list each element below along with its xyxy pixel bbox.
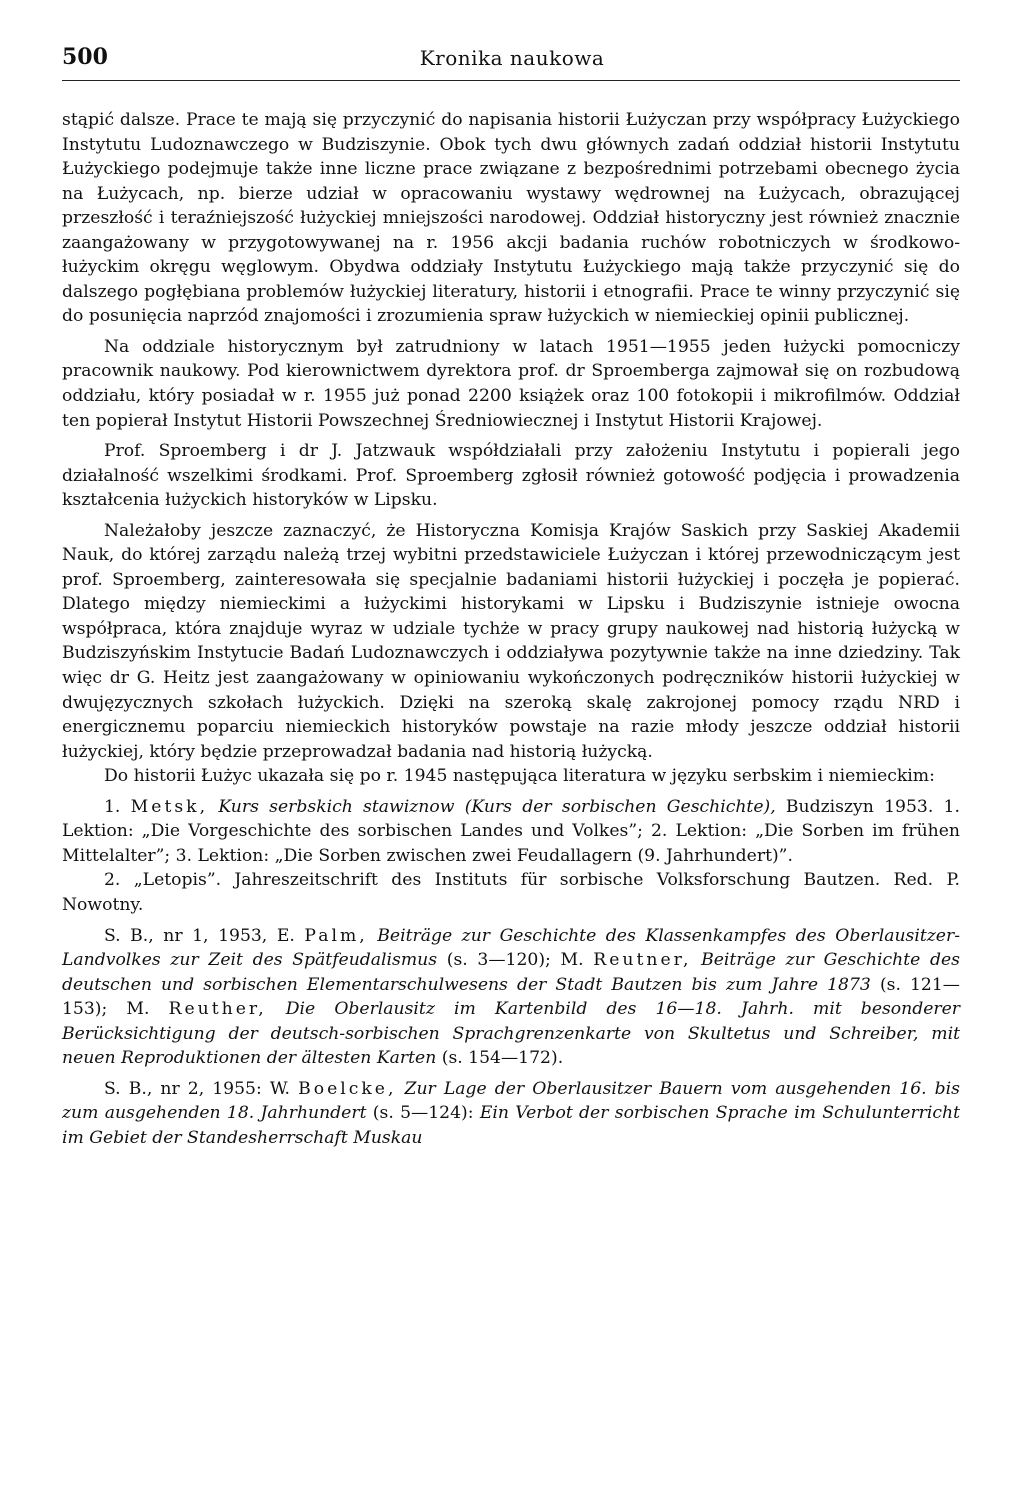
literature-item-2: 2. „Letopis”. Jahreszeitschrift des Instituts für sorbische Volksforschung Bautzen. Red. P. Nowotny. bbox=[62, 870, 960, 915]
paragraph-5: Do historii Łużyc ukazała się po r. 1945 następująca literatura w języku serbskim i niemieckim: bbox=[104, 766, 935, 787]
page-header bbox=[62, 44, 962, 76]
paragraph-2: Na oddziale historycznym był zatrudniony w latach 1951—1955 jeden łużycki pomocniczy pracownik naukowy. Pod kierownictwem dyrektora prof. dr Sproemberga zajmował się on rozbudową oddziału, który posiadał w r. 1955 już ponad 2200 książek oraz 100 fotokopii i mikrofilmów. Oddział ten popierał Instytut Historii Powszechnej Średniowiecznej i Instytut Historii Krajowej. bbox=[62, 336, 960, 431]
author-name: Boelcke, bbox=[298, 1078, 397, 1099]
work-title: Ein Verbot der sorbischen Sprache im Schulunterricht im Gebiet der Standesherrschaft Muskau bbox=[62, 1103, 960, 1148]
literature-item-1 bbox=[62, 795, 960, 869]
item-details: Budziszyn 1953. 1. Lektion: „Die Vorgeschichte des sorbischen Landes und Volkes”; 2. Lektion: „Die Sorben im frühen Mittelalter”; 3. Lektion: „Die Sorben zwischen zwei Feudallagern (9. Jahrhundert)”. bbox=[62, 796, 960, 866]
author-name: Reuther, bbox=[168, 999, 267, 1020]
entry-lead: S. B., nr 2, 1955: W. bbox=[104, 1078, 290, 1099]
page-number: 500 bbox=[62, 44, 108, 70]
page-range: (s. 3—120); M. bbox=[446, 950, 584, 971]
item-number: 1. bbox=[104, 796, 121, 817]
page-range: (s. 154—172). bbox=[441, 1048, 564, 1069]
author-name: Metsk, bbox=[130, 796, 209, 817]
author-name: Reutner, bbox=[593, 950, 692, 971]
work-title: Beiträge zur Geschichte des deutschen und sorbischen Elementarschulwesens der Stadt Bautzen bis zum Jahre 1873 bbox=[62, 950, 961, 995]
paragraph-3: Prof. Sproemberg i dr J. Jatzwauk współdziałali przy założeniu Instytutu i popierali jego działalność wszelkimi środkami. Prof. Sproemberg zgłosił również gotowość podjęcia i prowadzenia kształcenia łużyckich historyków w Lipsku. bbox=[62, 441, 960, 511]
paragraph-4: Należałoby jeszcze zaznaczyć, że Historyczna Komisja Krajów Saskich przy Saskiej Akademii Nauk, do której zarządu należą trzej wybitni przedstawiciele Łużyczan i której przewodniczącym jest prof. Sproemberg, zainteresowała się specjalnie badaniami historii łużyckiej i poczęła je popierać. Dlatego między niemieckimi a łużyckimi historykami w Lipsku i Budziszynie istnieje owocna współpraca, która znajduje wyraz w udziale tychże w pracy grupy naukowej nad historią łużycką w Budziszyńskim Instytucie Badań Ludoznawczych i oddziaływa pozytywnie także na inne dziedziny. Tak więc dr G. Heitz jest zaangażowany w opiniowaniu wykończonych podręczników historii łużyckiej w dwujęzycznych szkołach łużyckich. Dzięki na szeroką skalę zakrojonej pomocy rządu NRD i energicznemu poparciu niemieckich historyków powstaje na razie młody jeszcze oddział historii łużyckiej, który będzie przeprowadzał badania nad historią łużycką. bbox=[62, 520, 960, 762]
work-title-german: (Kurs der sorbischen Geschichte), bbox=[464, 796, 776, 817]
entry-lead: S. B., nr 1, 1953, E. bbox=[104, 925, 295, 946]
page-range: (s. 5—124): bbox=[372, 1103, 474, 1124]
work-title: Kurs serbskich stawiznow bbox=[218, 796, 455, 817]
bibliography-entry-1 bbox=[62, 924, 960, 1071]
work-title: Beiträge zur Geschichte des Klassenkampfes des Oberlausitzer-Landvolkes zur Zeit des Spätfeudalismus bbox=[62, 925, 960, 971]
header-rule bbox=[62, 80, 960, 81]
bibliography-entry-2 bbox=[62, 1077, 960, 1151]
author-name: Palm, bbox=[304, 925, 368, 946]
work-title: Zur Lage der Oberlausitzer Bauern vom ausgehenden 16. bis zum ausgehenden 18. Jahrhundert bbox=[62, 1078, 961, 1124]
page-range: (s. 121—153); M. bbox=[62, 974, 960, 1020]
running-head: Kronika naukowa bbox=[419, 46, 605, 70]
body-text bbox=[62, 108, 960, 1150]
paragraph-1: stąpić dalsze. Prace te mają się przyczynić do napisania historii Łużyczan przy współpracy Łużyckiego Instytutu Ludoznawczego w Budziszynie. Obok tych dwu głównych zadań oddział historii Instytutu Łużyckiego podejmuje także inne liczne prace związane z bezpośrednimi potrzebami obecnego życia na Łużycach, np. bierze udział w opracowaniu wystawy wędrownej na Łużycach, obrazującej przeszłość i teraźniejszość łużyckiej mniejszości narodowej. Oddział historyczny jest również znacznie zaangażowany w przygotowywanej na r. 1956 akcji badania ruchów robotniczych w środkowo-łużyckim okręgu węglowym. Obydwa oddziały Instytutu Łużyckiego mają także przyczynić się do dalszego pogłębiana problemów łużyckiej literatury, historii i etnografii. Prace te winny przyczynić się do posunięcia naprzód znajomości i zrozumienia spraw łużyckich w niemieckiej opinii publicznej. bbox=[62, 110, 960, 327]
work-title: Die Oberlausitz im Kartenbild des 16—18. Jahrh. mit besonderer Berücksichtigung der deutsch-sorbischen Sprachgrenzenkarte von Skultetus und Schreiber, mit neuen Reproduktionen der ältesten Karten bbox=[62, 999, 960, 1069]
